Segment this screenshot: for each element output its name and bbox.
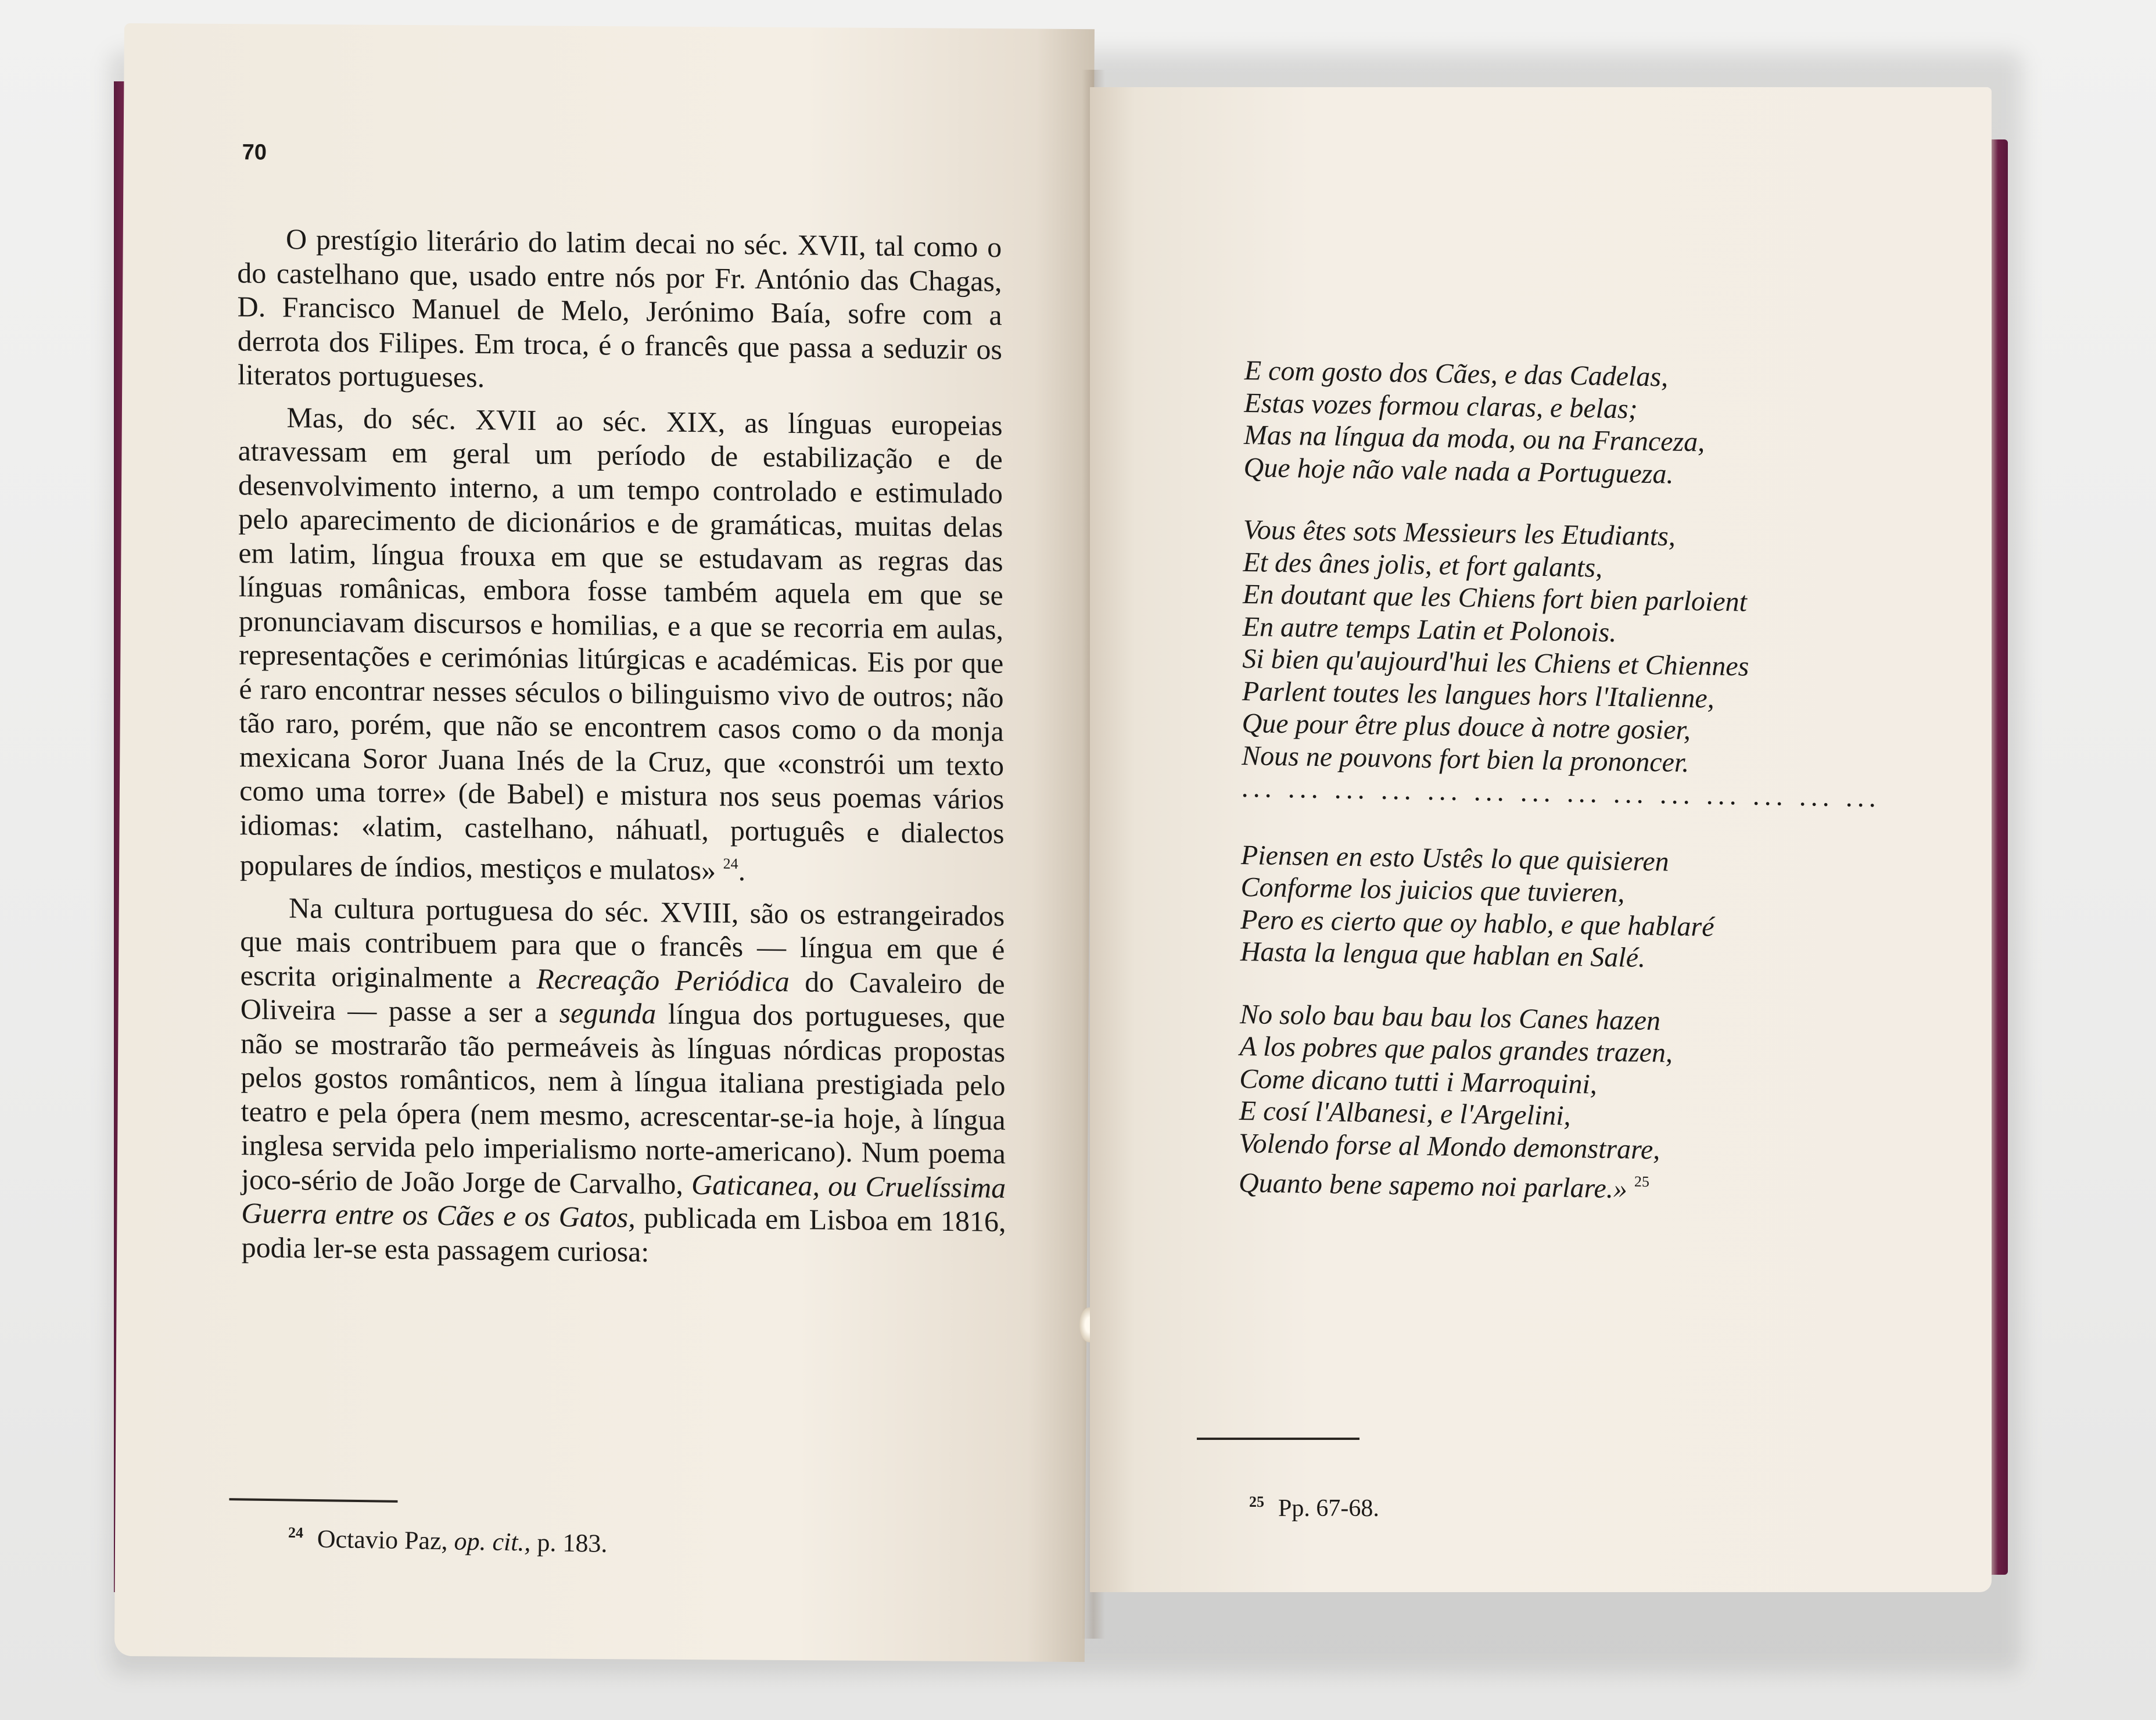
poem-ellipsis: ... ... ... ... ... ... ... ... ... ... ... ... ... ...	[1241, 772, 1881, 814]
paragraph-3-part-c: do Cavaleiro de Oliveira — passe a ser a	[240, 965, 1005, 1029]
footnote-25-text: Pp. 67-68.	[1278, 1495, 1379, 1522]
left-page-body	[237, 221, 1006, 1281]
paragraph-2-text: Mas, do séc. XVII ao séc. XIX, as línguas europeias atravessam em geral um período de estabilização e de desenvolvimento interno, a um tempo controlado e estimulado pelo aparecimento de dicionários e de gramáticas, muitas delas em latim, língua frouxa em que se estudavam as regras das línguas românicas, embora fosse também aquela em que se pronunciavam discursos e homilias, e a que se recorria em aulas, representações e cerimónias litúrgicas e académicas. Eis por que é raro encontrar nesses séculos o bilinguismo vivo de outros; não tão raro, porém, que não se encontrem casos como o da monja mexicana Soror Juana Inés de la Cruz, que «constrói um texto como uma torre» (de Babel) e mistura nos seus poemas vários idiomas: «latim, castelhano, náhuatl, português e dialectos populares de índios, mestiços e mulatos»	[238, 400, 1005, 887]
paragraph-1: O prestígio literário do latim decai no séc. XVII, tal como o do castelhano que, usado entre nós por Fr. António das Chagas, D. Francisco Manuel de Melo, Jerónimo Baía, sofre com a derrota dos Filipes. Em troca, é o francês que passa a seduzir os literatos portugueses.	[237, 223, 1003, 394]
title-gaticanea: Gaticanea, ou Cruelíssima Guerra entre os Cães e os Gatos,	[241, 1167, 1006, 1234]
poem-last-line-text: Quanto bene sapemo noi parlare.»	[1238, 1167, 1627, 1205]
poem-line: No solo bau bau bau los Canes hazen	[1239, 998, 1661, 1036]
footnote-ref-24[interactable]: 24	[723, 855, 738, 872]
footnote-mark-25: 25	[1249, 1493, 1264, 1510]
poem-line: Nous ne pouvons fort bien la prononcer.	[1241, 740, 1689, 778]
poem-line: Que pour être plus douce à notre gosier,	[1242, 707, 1691, 746]
poem-line: Estas vozes formou claras, e belas;	[1244, 387, 1638, 425]
poem-block	[1238, 354, 1941, 1240]
right-page	[1090, 87, 1992, 1592]
poem-line: A los pobres que palos grandes trazen,	[1239, 1030, 1673, 1069]
poem-line: Que hoje não vale nada a Portugueza.	[1243, 451, 1674, 490]
footnote-24-ref: op. cit.,	[454, 1526, 531, 1557]
footnote-25	[1249, 1493, 1379, 1522]
poem-line: Piensen en esto Ustês lo que quisieren	[1240, 839, 1669, 877]
poem-line: Et des ânes jolis, et fort galants,	[1243, 546, 1603, 583]
poem-line: E cosí l'Albanesi, e l'Argelini,	[1239, 1095, 1571, 1131]
footnote-rule-left	[229, 1498, 397, 1503]
footnote-ref-25[interactable]: 25	[1634, 1173, 1649, 1191]
footnote-rule-right	[1197, 1438, 1359, 1440]
poem-line: Volendo forse al Mondo demonstrare,	[1239, 1127, 1660, 1165]
left-page	[114, 23, 1095, 1662]
poem-line: En doutant que les Chiens fort bien parloient	[1242, 578, 1748, 618]
poem-line: Vous êtes sots Messieurs les Etudiants,	[1243, 514, 1676, 552]
stanza-spanish	[1240, 838, 1938, 979]
poem-line: Conforme los juicios que tuvieren,	[1240, 871, 1625, 909]
paragraph-3-part-e2: prestigiada pelo teatro e pela ópera (nem mesmo, acrescentar-se-ia hoje, à língua inglesa servida pelo imperialismo norte-americano). Num poema joco-sério de João Jorge de Carvalho,	[241, 1067, 1006, 1201]
paragraph-3-part-e: língua dos portugueses, que não se mostrarão tão permeáveis às línguas nórdicas propostas pelos gostos românticos, nem à língua italiana	[240, 997, 1006, 1100]
poem-line: Come dicano tutti i Marroquini,	[1239, 1063, 1597, 1100]
footnote-mark-24: 24	[288, 1524, 304, 1542]
paragraph-3-part-a: Na cultura portuguesa do séc. XVIII, são os estrangeirados que mais contribuem para que o francês — língua em que é escrita originalmente a	[240, 891, 1005, 995]
poem-line: Mas na língua da moda, ou na Franceza,	[1243, 419, 1705, 458]
emphasis-segunda: segunda	[559, 996, 657, 1030]
paragraph-2: Mas, do séc. XVII ao séc. XIX, as línguas europeias atravessam em geral um período de estabilização e de desenvolvimento interno, a um tempo controlado e estimulado pelo aparecimento de dicionários e de gramáticas, muitas delas em latim, língua frouxa em que se estudavam as regras das línguas românicas, embora fosse também aquela em que se pronunciavam discursos e homilias, e a que se recorria em aulas, representações e cerimónias litúrgicas e académicas. Eis por que é raro encontrar nesses séculos o bilinguismo vivo de outros; não tão raro, porém, que não se encontrem casos como o da monja mexicana Soror Juana Inés de la Cruz, que «constrói um texto como uma torre» (de Babel) e mistura nos seus poemas vários idiomas: «latim, castelhano, náhuatl, português e dialectos populares de índios, mestiços e mulatos» $^{24}$.	[238, 400, 1005, 887]
poem-line: Hasta la lengua que hablan en Salé.	[1240, 936, 1646, 973]
stanza-french	[1242, 514, 1940, 815]
paragraph-3	[240, 890, 1006, 1273]
poem-line: En autre temps Latin et Polonois.	[1242, 611, 1617, 648]
footnote-24-author: Octavio Paz,	[317, 1524, 454, 1556]
title-recreacao-periodica: Recreação Periódica	[536, 962, 790, 998]
poem-line: Pero es cierto que oy hablo, e que hablaré	[1240, 904, 1714, 943]
footnote-24	[288, 1524, 608, 1558]
stanza-portuguese	[1243, 354, 1941, 494]
poem-line: E com gosto dos Cães, e das Cadelas,	[1244, 355, 1669, 393]
footnote-24-page: p. 183.	[530, 1528, 608, 1558]
page-number-left: 70	[242, 140, 267, 165]
poem-line: Si bien qu'aujourd'hui les Chiens et Chiennes	[1242, 643, 1749, 682]
poem-line: Parlent toutes les langues hors l'Italienne,	[1242, 675, 1714, 714]
paragraph-3-part-g: publicada em Lisboa em 1816, podia ler-se esta passagem curiosa:	[241, 1201, 1006, 1268]
stanza-italian	[1239, 998, 1937, 1210]
